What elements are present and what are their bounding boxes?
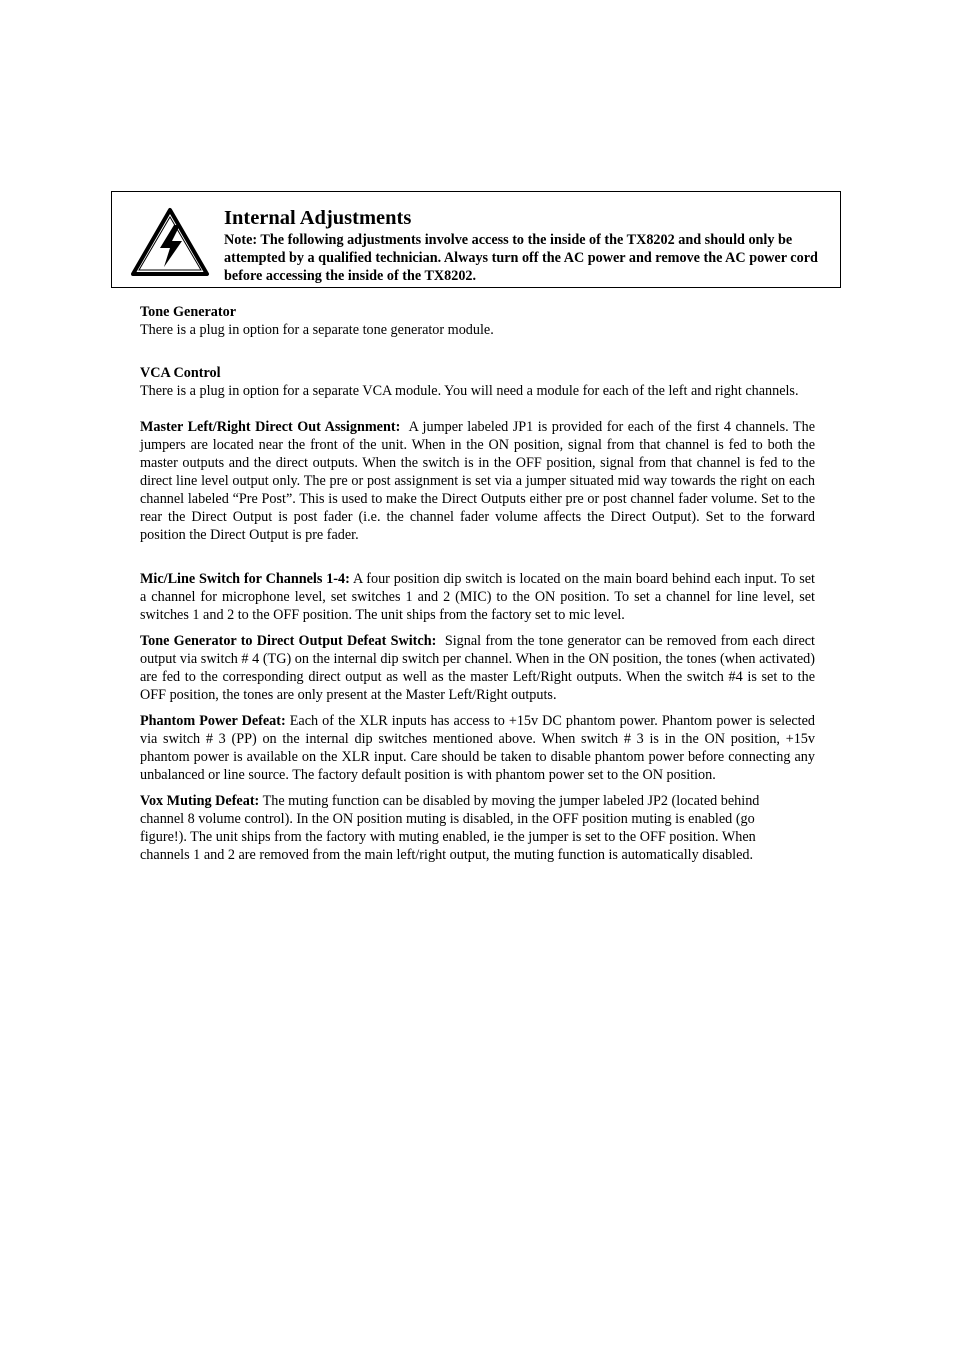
section-heading-mic-line-switch: Mic/Line Switch for Channels 1-4: (140, 571, 350, 587)
section-tone-direct-defeat (140, 632, 815, 704)
warning-box (111, 191, 841, 288)
section-body-phantom-power: Each of the XLR inputs has access to +15v DC phantom power. Phantom power is selected via switch # 3 (PP) on the internal dip switches mentioned above. When switch # 3 is in the ON position, +15v phantom power is available on the XLR input. Care should be taken to disable phantom power before connecting any unbalanced or line source. The factory default position is with phantom power set to the ON position. (140, 713, 816, 783)
section-mic-line-switch (140, 570, 815, 624)
section-heading-master-direct-out: Master Left/Right Direct Out Assignment: (140, 419, 401, 435)
section-phantom-power (140, 712, 815, 784)
section-heading-phantom-power: Phantom Power Defeat: (140, 713, 286, 729)
section-body-vca-control: There is a plug in option for a separate VCA module. You will need a module for each of the left and right channels. (140, 383, 799, 399)
warning-note: Note: The following adjustments involve access to the inside of the TX8202 and should only be attempted by a qualified technician. Always turn off the AC power and remove the AC power cord before accessing the inside of the TX8202. (224, 232, 818, 284)
section-body-tone-direct-defeat: Signal from the tone generator can be removed from each direct output via switch # 4 (TG) on the internal dip switch per channel. When in the ON position, the tones (when activated) are fed to the corresponding direct output as well as the master Left/Right outputs. When the switch #4 is set to the OFF position, the tones are only present at the Master Left/Right outputs. (140, 633, 816, 703)
high-voltage-warning-icon (130, 207, 210, 277)
section-vox-muting (140, 792, 802, 864)
document-body (140, 303, 815, 864)
warning-title: Internal Adjustments (224, 207, 412, 229)
section-heading-vca-control: VCA Control (140, 365, 221, 381)
section-body-vox-muting: The muting function can be disabled by moving the jumper labeled JP2 (located behind channel 8 volume control). In the ON position muting is disabled, in the OFF position muting is enabled (go figure!). The unit ships from the factory with muting enabled, ie the jumper is set to the OFF position. When channels 1 and 2 are removed from the main left/right output, the muting function is automatically disabled. (140, 793, 760, 863)
section-body-master-direct-out: A jumper labeled JP1 is provided for each of the first 4 channels. The jumpers are located near the front of the unit. When in the ON position, signal from that channel is fed to both the master outputs and the direct outputs. When the switch is in the OFF position, signal from that channel is fed to the direct line level output only. The pre or post assignment is set via a jumper situated mid way towards the right on each channel labeled “Pre Post”. This is used to make the Direct Outputs either pre or post channel fader volume. Set to the rear the Direct Output is post fader (i.e. the channel fader volume affects the Direct Output). Set to the forward position the Direct Output is pre fader. (140, 419, 815, 543)
section-body-mic-line-switch: A four position dip switch is located on the main board behind each input. To set a channel for microphone level, set switches 1 and 2 (MIC) to the ON position. To set a channel for line level, set switches 1 and 2 to the OFF position. The unit ships from the factory set to mic level. (140, 571, 815, 623)
section-master-direct-out (140, 418, 815, 544)
section-heading-vox-muting: Vox Muting Defeat: (140, 793, 260, 809)
section-heading-tone-generator: Tone Generator (140, 304, 237, 320)
section-heading-tone-direct-defeat: Tone Generator to Direct Output Defeat Switch: (140, 633, 437, 649)
section-body-tone-generator: There is a plug in option for a separate tone generator module. (140, 322, 494, 338)
